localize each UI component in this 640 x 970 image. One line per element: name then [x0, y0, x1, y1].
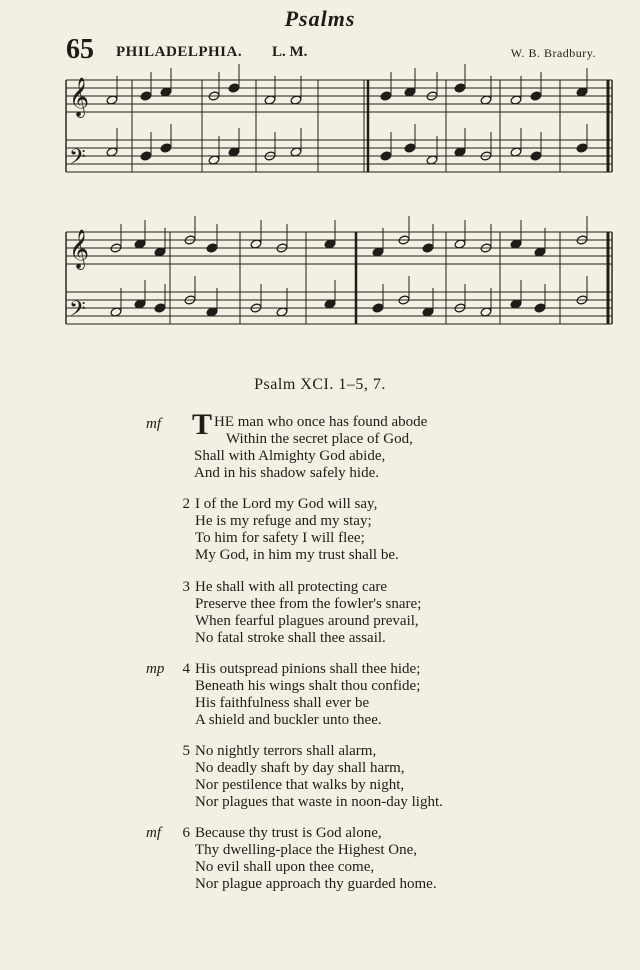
notehead: [380, 91, 392, 101]
stanza-line: Nor plagues that waste in noon-day light.: [195, 794, 443, 810]
notehead: [372, 303, 384, 313]
stanza-number: 6: [182, 825, 190, 841]
notehead: [404, 143, 416, 153]
drop-cap: T: [192, 408, 213, 441]
stanza-number: 3: [182, 579, 190, 595]
notehead: [454, 83, 466, 93]
meter: L. M.: [272, 44, 308, 60]
stanza-line: Shall with Almighty God abide,: [194, 448, 386, 464]
music-score: [0, 0, 640, 360]
stanza-number: 4: [182, 661, 190, 677]
stanza-line: He is my refuge and my stay;: [195, 513, 372, 529]
treble-clef: 𝄞: [69, 77, 90, 117]
dynamic-marking: mp: [146, 661, 165, 677]
notehead: [140, 91, 152, 101]
stanza-line: Beneath his wings shalt thou confide;: [195, 678, 421, 694]
hymn-number: 65: [66, 34, 94, 65]
stanza-line: Because thy trust is God alone,: [195, 825, 382, 841]
notehead: [160, 143, 172, 153]
stanza-line: When fearful plagues around prevail,: [195, 613, 419, 629]
notehead: [154, 303, 166, 313]
notehead: [380, 151, 392, 161]
stanza-line: No fatal stroke shall thee assail.: [195, 630, 386, 646]
stanza-line: I of the Lord my God will say,: [195, 496, 378, 512]
stanza-line: Thy dwelling-place the Highest One,: [195, 842, 418, 858]
stanza-line: HE man who once has found abode: [214, 414, 428, 430]
stanza-line: To him for safety I will flee;: [195, 530, 365, 546]
stanza-line: A shield and buckler unto thee.: [195, 712, 382, 728]
stanza-line: My God, in him my trust shall be.: [195, 547, 399, 563]
stanza-number: 5: [182, 743, 190, 759]
notehead: [422, 243, 434, 253]
treble-clef: 𝄞: [69, 229, 90, 269]
bass-clef: 𝄢: [69, 145, 86, 175]
dynamic-marking: mf: [146, 825, 161, 841]
tune-name: PHILADELPHIA.: [116, 44, 243, 60]
notehead: [534, 303, 546, 313]
stanza-line: No deadly shaft by day shall harm,: [195, 760, 405, 776]
page-header: Psalms: [284, 6, 356, 31]
notehead: [530, 151, 542, 161]
stanza-line: No nightly terrors shall alarm,: [195, 743, 377, 759]
bass-clef: 𝄢: [69, 297, 86, 327]
stanza-line: His outspread pinions shall thee hide;: [195, 661, 421, 677]
stanza-number: 2: [182, 496, 190, 512]
notehead: [228, 83, 240, 93]
psalm-title: Psalm XCI. 1–5, 7.: [254, 376, 386, 393]
notehead: [530, 91, 542, 101]
stanza-line: And in his shadow safely hide.: [194, 465, 379, 481]
stanza-line: No evil shall upon thee come,: [195, 859, 375, 875]
notehead: [206, 243, 218, 253]
stanza-line: He shall with all protecting care: [195, 579, 388, 595]
notehead: [576, 143, 588, 153]
notehead: [140, 151, 152, 161]
stanza-line: Preserve thee from the fowler's snare;: [195, 596, 422, 612]
composer: W. B. Bradbury.: [510, 46, 596, 60]
stanza-line: Nor pestilence that walks by night,: [195, 777, 405, 793]
dynamic-marking: mf: [146, 416, 161, 432]
stanza-line: Nor plague approach thy guarded home.: [195, 876, 437, 892]
stanza-line: His faithfulness shall ever be: [195, 695, 370, 711]
stanza-line: Within the secret place of God,: [226, 431, 413, 447]
